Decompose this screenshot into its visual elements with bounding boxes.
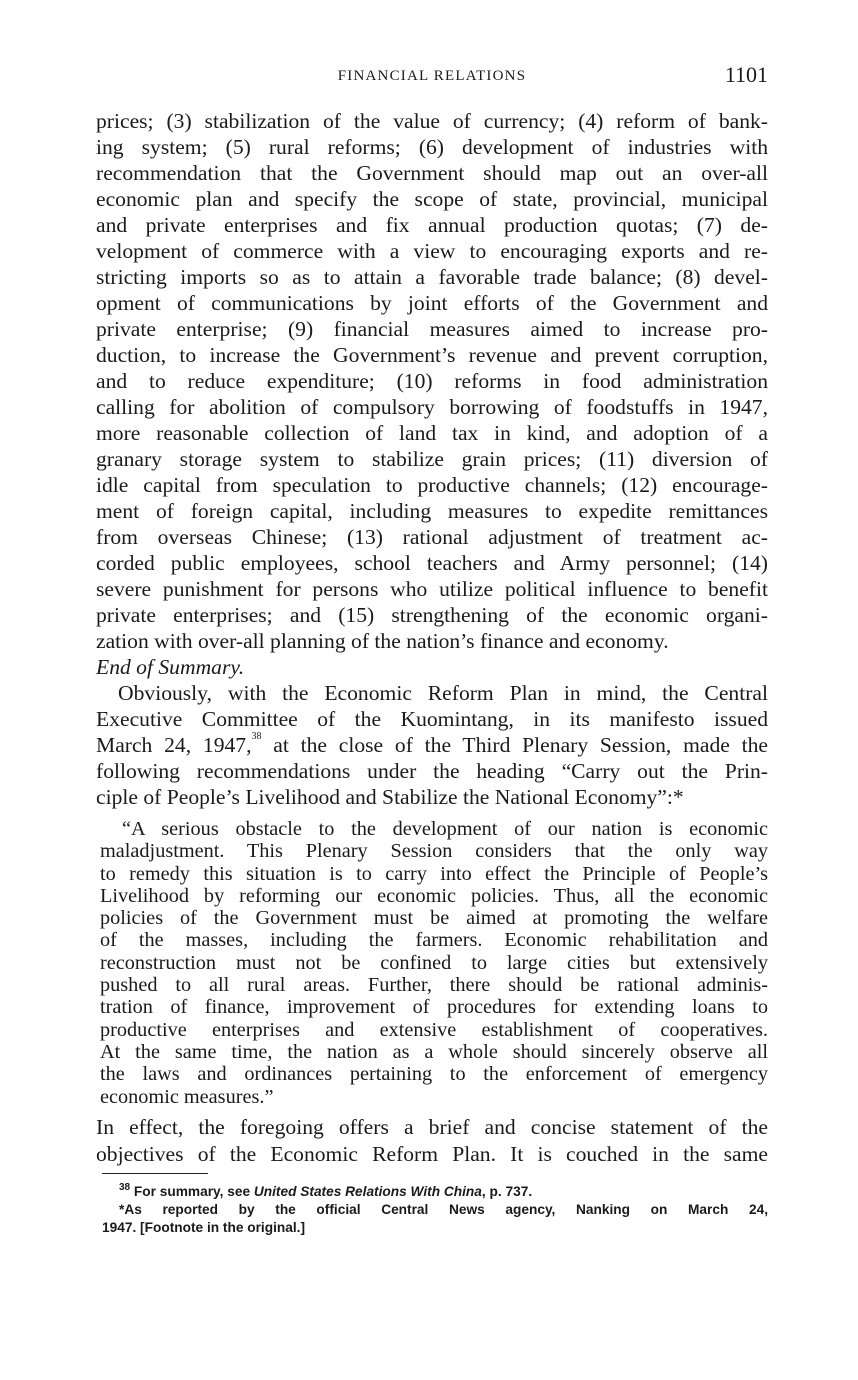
quote-line: productive enterprises and extensive establishment of cooperatives. [100, 1018, 768, 1041]
footnotes [102, 1183, 768, 1237]
text-line: zation with over-all planning of the nation’s finance and economy. [96, 629, 669, 653]
quote-line: to remedy this situation is to carry into effect the Principle of People’s [100, 862, 768, 885]
quote-line: “A serious obstacle to the development of our nation is economic [122, 818, 768, 840]
running-header [96, 62, 768, 92]
text-line [96, 732, 768, 758]
text-line: ing system; (5) rural reforms; (6) development of industries with [96, 135, 768, 159]
quote-line: Livelihood by reforming our economic policies. Thus, all the economic [100, 884, 768, 907]
text-line: from overseas Chinese; (13) rational adjustment of treatment ac- [96, 525, 768, 549]
footnote-star-continuation: 1947. [Footnote in the original.] [102, 1220, 306, 1235]
text-line: private enterprises; and (15) strengthening of the economic organi- [96, 603, 768, 627]
text-line: velopment of commerce with a view to encouraging exports and re- [96, 239, 768, 263]
running-title: FINANCIAL RELATIONS [337, 68, 527, 84]
text-line: more reasonable collection of land tax in kind, and adoption of a [96, 421, 768, 445]
footnote-text: , p. 737. [481, 1184, 533, 1199]
text-line: prices; (3) stabilization of the value of currency; (4) reform of bank- [96, 109, 768, 133]
text-line: duction, to increase the Government’s revenue and prevent corruption, [96, 343, 768, 367]
quote-line: maladjustment. This Plenary Session considers that the only way [100, 840, 768, 863]
text-line: economic plan and specify the scope of state, provincial, municipal [96, 187, 768, 211]
end-of-summary [96, 654, 768, 680]
footnote-text: For summary, see [130, 1184, 254, 1199]
text-line: following recommendations under the heading “Carry out the Prin- [96, 759, 768, 783]
footnote-marker: 38 [119, 1182, 131, 1193]
quote-line: At the same time, the nation as a whole should sincerely observe all [100, 1040, 768, 1063]
quote-line: pushed to all rural areas. Further, there should be rational adminis- [100, 974, 768, 997]
text-line: idle capital from speculation to productive channels; (12) encourage- [96, 473, 768, 497]
text-line: private enterprise; (9) financial measures aimed to increase pro- [96, 317, 768, 341]
text-line: ciple of People’s Livelihood and Stabilize the National Economy”:* [96, 785, 684, 809]
text-line: Obviously, with the Economic Reform Plan in mind, the Central [118, 681, 768, 705]
text-line: objectives of the Economic Reform Plan. It is couched in the same [96, 1142, 768, 1166]
text-line: calling for abolition of compulsory borrowing of foodstuffs in 1947, [96, 395, 768, 419]
quote-line: economic measures.” [100, 1085, 274, 1108]
end-of-summary-text: End of Summary. [96, 655, 245, 679]
text-line: corded public employees, school teachers and Army personnel; (14) [96, 551, 768, 575]
text-line: Executive Committee of the Kuomintang, in its manifesto issued [96, 707, 768, 731]
block-quotation [100, 818, 768, 1108]
text-line: ment of foreign capital, including measures to expedite remittances [96, 499, 768, 523]
quote-line: reconstruction must not be confined to large cities but extensively [100, 951, 768, 974]
text-line: recommendation that the Government should map out an over-all [96, 161, 768, 185]
text-fragment: March 24, 1947, [96, 733, 252, 757]
paragraph-manifesto-intro [96, 680, 768, 810]
footnote-reference-38: 38 [251, 731, 262, 742]
quote-line: the laws and ordinances pertaining to the enforcement of emergency [100, 1063, 768, 1086]
footnote-38 [102, 1183, 768, 1201]
paragraph-in-effect [96, 1114, 768, 1168]
text-line: granary storage system to stabilize grain prices; (11) diversion of [96, 447, 768, 471]
page-number: 1101 [724, 62, 768, 87]
footnote-divider [102, 1173, 208, 1174]
quote-line: policies of the Government must be aimed at promoting the welfare [100, 907, 768, 930]
text-line: severe punishment for persons who utilize political influence to benefit [96, 577, 768, 601]
footnote-cited-title: United States Relations With China [253, 1184, 482, 1199]
paragraph-summary-continuation [96, 108, 768, 654]
quote-line: of the masses, including the farmers. Economic rehabilitation and [100, 929, 768, 952]
text-line: In effect, the foregoing offers a brief and concise statement of the [96, 1115, 768, 1139]
text-fragment: at the close of the Third Plenary Session, made the [261, 733, 768, 757]
text-line: and to reduce expenditure; (10) reforms in food administration [96, 369, 768, 393]
text-line: stricting imports so as to attain a favorable trade balance; (8) devel- [96, 265, 768, 289]
footnote-star: *As reported by the official Central News agency, Nanking on March 24, [119, 1202, 768, 1217]
text-line: opment of communications by joint efforts of the Government and [96, 291, 768, 315]
quote-line: tration of finance, improvement of procedures for extending loans to [100, 996, 768, 1019]
text-line: and private enterprises and fix annual production quotas; (7) de- [96, 213, 768, 237]
